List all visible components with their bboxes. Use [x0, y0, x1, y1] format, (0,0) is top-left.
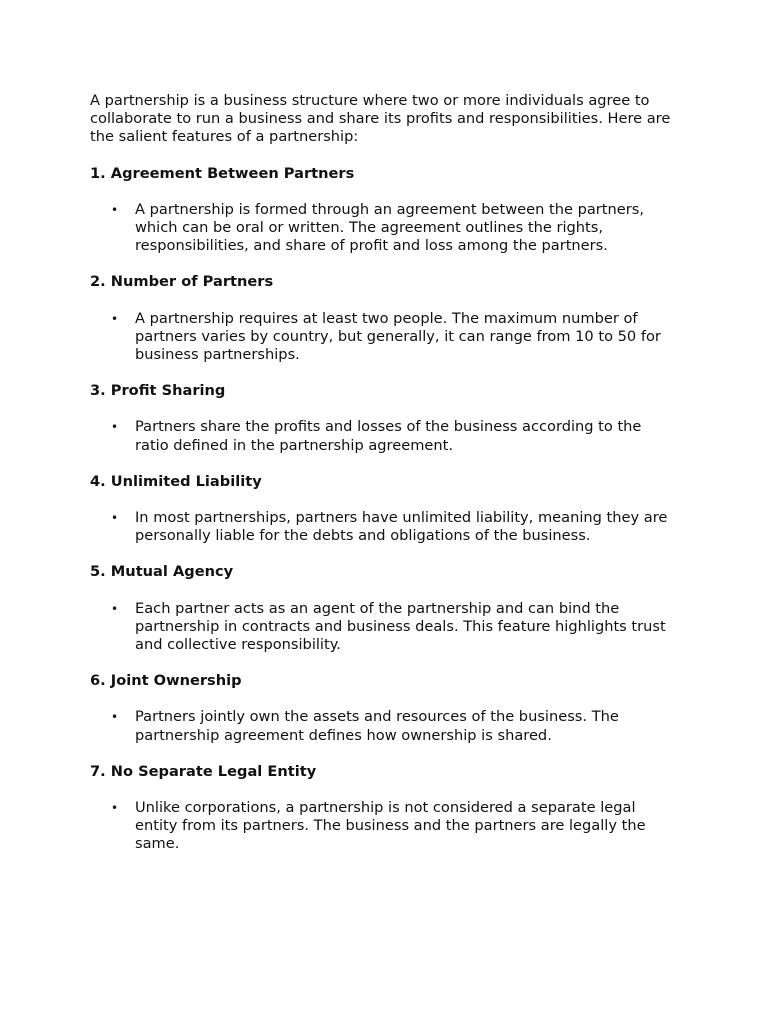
bullet-text: In most partnerships, partners have unlimited liability, meaning they are personally liable for the debts and obligations of the business.: [135, 509, 668, 545]
bullet-icon: •: [111, 420, 119, 435]
bullet-text: A partnership requires at least two people. The maximum number of partners varies by country, but generally, it can range from 10 to 50 for business partnerships.: [135, 309, 661, 364]
bullet-item: [90, 201, 675, 256]
section-heading: 5. Mutual Agency: [90, 563, 234, 581]
section-heading: 1. Agreement Between Partners: [90, 164, 355, 182]
section-heading: 4. Unlimited Liability: [90, 472, 262, 490]
bullet-item: [90, 310, 675, 365]
feature-section: [90, 382, 680, 455]
feature-section: [90, 563, 680, 654]
feature-section: [90, 165, 680, 256]
bullet-list: [90, 600, 680, 655]
bullet-list: [90, 799, 680, 854]
feature-section: [90, 273, 680, 364]
bullet-item: [90, 799, 675, 854]
feature-section: [90, 672, 680, 745]
bullet-icon: •: [111, 801, 119, 816]
bullet-text: Each partner acts as an agent of the partnership and can bind the partnership in contracts and business deals. This feature highlights trust and collective responsibility.: [135, 599, 666, 654]
bullet-list: [90, 201, 680, 256]
section-heading: 3. Profit Sharing: [90, 382, 226, 400]
bullet-item: [90, 418, 675, 454]
bullet-item: [90, 600, 675, 655]
bullet-icon: •: [111, 311, 119, 326]
bullet-icon: •: [111, 511, 119, 526]
section-heading: 6. Joint Ownership: [90, 672, 242, 690]
feature-section: [90, 763, 680, 854]
section-heading: 7. No Separate Legal Entity: [90, 762, 317, 780]
bullet-list: [90, 310, 680, 365]
document-page: [90, 92, 680, 872]
bullet-text: Partners share the profits and losses of the business according to the ratio defined in the partnership agreement.: [135, 418, 642, 454]
bullet-list: [90, 418, 680, 454]
bullet-text: Unlike corporations, a partnership is not considered a separate legal entity from its partners. The business and the partners are legally the same.: [135, 799, 646, 853]
feature-section: [90, 473, 680, 546]
bullet-text: Partners jointly own the assets and resources of the business. The partnership agreement defines how ownership is shared.: [135, 708, 619, 744]
section-heading: 2. Number of Partners: [90, 273, 274, 291]
bullet-icon: •: [111, 601, 119, 616]
feature-sections: [90, 165, 680, 854]
bullet-list: [90, 708, 680, 744]
bullet-text: A partnership is formed through an agreement between the partners, which can be oral or written. The agreement outlines the rights, responsibilities, and share of profit and loss among the partners.: [135, 200, 644, 255]
bullet-item: [90, 708, 675, 744]
bullet-item: [90, 509, 675, 545]
bullet-icon: •: [111, 202, 119, 217]
intro-paragraph: A partnership is a business structure where two or more individuals agree to collaborate to run a business and share its profits and responsibilities. Here are the salient features of a partnership:: [90, 92, 671, 146]
bullet-list: [90, 509, 680, 545]
bullet-icon: •: [111, 710, 119, 725]
